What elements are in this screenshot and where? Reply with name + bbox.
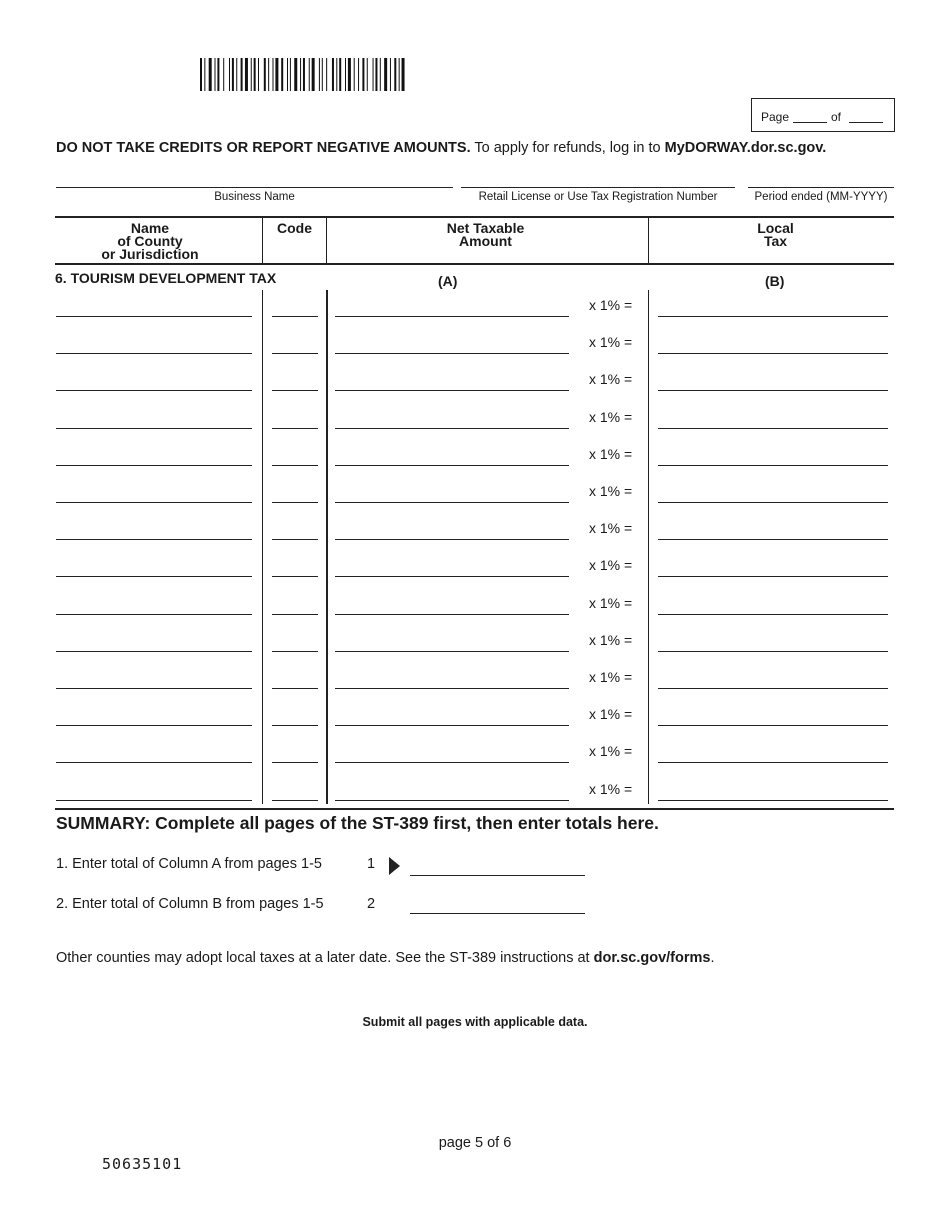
multiplier-label: x 1% =: [589, 446, 633, 462]
county-name-field[interactable]: [56, 353, 252, 354]
section-title: 6. TOURISM DEVELOPMENT TAX: [55, 270, 277, 286]
summary-line-1-number: 1: [367, 856, 376, 872]
local-tax-field[interactable]: [658, 800, 888, 801]
table-header-rule: [55, 263, 894, 265]
barcode-bar: [241, 58, 243, 91]
barcode-bar: [232, 58, 234, 91]
net-taxable-amount-field[interactable]: [335, 614, 569, 615]
barcode-bar: [402, 58, 405, 91]
multiplier-label: x 1% =: [589, 483, 633, 499]
body-divider: [326, 290, 328, 804]
barcode-bar: [312, 58, 315, 91]
net-taxable-amount-field[interactable]: [335, 390, 569, 391]
multiplier-label: x 1% =: [589, 632, 633, 648]
barcode-bar: [348, 58, 351, 91]
barcode-bar: [258, 58, 259, 91]
barcode-bar: [223, 58, 224, 91]
notice-bold: DO NOT TAKE CREDITS OR REPORT NEGATIVE AMOUNTS.: [56, 140, 471, 156]
code-field[interactable]: [272, 762, 318, 763]
barcode-bar: [380, 58, 381, 91]
business-name-label: Business Name: [214, 191, 295, 203]
barcode-bar: [394, 58, 396, 91]
net-taxable-amount-field[interactable]: [335, 800, 569, 801]
barcode-bar: [319, 58, 320, 91]
summary-title: SUMMARY: Complete all pages of the ST-389 first, then enter totals here.: [56, 813, 659, 833]
county-name-field[interactable]: [56, 800, 252, 801]
barcode-bar: [281, 58, 283, 91]
multiplier-label: x 1% =: [589, 595, 633, 611]
barcode-bar: [399, 58, 400, 91]
barcode-bar: [273, 58, 274, 91]
code-field[interactable]: [272, 688, 318, 689]
multiplier-label: x 1% =: [589, 297, 633, 313]
barcode-bar: [300, 58, 301, 91]
code-field[interactable]: [272, 316, 318, 317]
local-tax-field[interactable]: [658, 725, 888, 726]
barcode-bar: [264, 58, 266, 91]
code-field[interactable]: [272, 502, 318, 503]
form-code: 50635101: [102, 1155, 183, 1173]
barcode-bar: [229, 58, 230, 91]
county-name-field[interactable]: [56, 390, 252, 391]
barcode-bar: [345, 58, 346, 91]
page-label: Page: [761, 110, 790, 124]
summary-line-2-label: 2. Enter total of Column B from pages 1-5: [56, 896, 324, 912]
barcode-bar: [322, 58, 323, 91]
column-b-total-field[interactable]: [410, 913, 585, 914]
barcode-bar: [200, 58, 202, 91]
code-field[interactable]: [272, 390, 318, 391]
submit-note: Submit all pages with applicable data.: [362, 1015, 588, 1029]
local-tax-field[interactable]: [658, 762, 888, 763]
page-number-field[interactable]: [793, 122, 827, 123]
barcode-bar: [367, 58, 368, 91]
barcode-bar: [251, 58, 252, 91]
barcode-bar: [217, 58, 219, 91]
summary-line-1-label: 1. Enter total of Column A from pages 1-5: [56, 856, 322, 872]
business-name-field[interactable]: [56, 187, 453, 188]
county-name-field[interactable]: [56, 465, 252, 466]
notice-site: MyDORWAY.dor.sc.gov: [664, 140, 823, 156]
code-field[interactable]: [272, 465, 318, 466]
barcode-bar: [358, 58, 359, 91]
column-header-amount-line: Amount: [459, 233, 512, 249]
footnote-text: Other counties may adopt local taxes at a later date. See the ST-389 instructions at: [56, 950, 594, 966]
column-header-code: Code: [277, 220, 312, 236]
code-field[interactable]: [272, 800, 318, 801]
county-name-field[interactable]: [56, 576, 252, 577]
barcode-bar: [215, 58, 216, 91]
notice-text: [56, 140, 826, 156]
period-field[interactable]: [748, 187, 894, 188]
body-divider: [262, 290, 263, 804]
code-field[interactable]: [272, 428, 318, 429]
multiplier-label: x 1% =: [589, 520, 633, 536]
body-divider: [648, 290, 649, 804]
column-header-amount-line: Net Taxable: [446, 220, 525, 236]
multiplier-label: x 1% =: [589, 743, 633, 759]
local-tax-field[interactable]: [658, 614, 888, 615]
county-name-field[interactable]: [56, 762, 252, 763]
barcode-bar: [287, 58, 288, 91]
table-bottom-rule: [55, 808, 894, 810]
multiplier-label: x 1% =: [589, 557, 633, 573]
local-tax-field[interactable]: [658, 316, 888, 317]
column-header-name-line: of County: [117, 233, 183, 249]
arrow-right-icon: [389, 857, 400, 875]
barcode-bar: [254, 58, 256, 91]
table-top-rule: [55, 216, 894, 218]
multiplier-label: x 1% =: [589, 409, 633, 425]
multiplier-label: x 1% =: [589, 371, 633, 387]
multiplier-label: x 1% =: [589, 706, 633, 722]
column-header-name: [56, 222, 244, 261]
net-taxable-amount-field[interactable]: [335, 688, 569, 689]
barcode-bar: [384, 58, 387, 91]
net-taxable-amount-field[interactable]: [335, 316, 569, 317]
license-number-field[interactable]: [461, 187, 735, 188]
barcode-bar: [268, 58, 269, 91]
net-taxable-amount-field[interactable]: [335, 576, 569, 577]
net-taxable-amount-field[interactable]: [335, 651, 569, 652]
barcode-bar: [236, 58, 237, 91]
column-a-label: (A): [438, 273, 458, 289]
barcode-bar: [354, 58, 355, 91]
page-number: page 5 of 6: [438, 1135, 512, 1151]
code-field[interactable]: [272, 725, 318, 726]
barcode-bar: [390, 58, 391, 91]
barcode-bar: [275, 58, 278, 91]
net-taxable-amount-field[interactable]: [335, 428, 569, 429]
code-field[interactable]: [272, 539, 318, 540]
local-tax-field[interactable]: [658, 390, 888, 391]
barcode-bar: [336, 58, 337, 91]
barcode-bar: [245, 58, 248, 91]
notice-end: .: [822, 140, 827, 156]
barcode-bar: [339, 58, 341, 91]
barcode-bar: [204, 58, 205, 91]
column-a-total-field[interactable]: [410, 875, 585, 876]
column-header-tax: [649, 222, 902, 248]
column-header-name-line: Name: [130, 220, 170, 236]
multiplier-label: x 1% =: [589, 669, 633, 685]
local-tax-field[interactable]: [658, 428, 888, 429]
county-name-field[interactable]: [56, 725, 252, 726]
barcode-bar: [303, 58, 305, 91]
barcode-bar: [373, 58, 374, 91]
footnote: [56, 950, 714, 966]
local-tax-field[interactable]: [658, 539, 888, 540]
page-count-box: [751, 98, 895, 132]
local-tax-field[interactable]: [658, 465, 888, 466]
barcode-bar: [332, 58, 334, 91]
local-tax-field[interactable]: [658, 688, 888, 689]
barcode-bar: [375, 58, 377, 91]
county-name-field[interactable]: [56, 651, 252, 652]
county-name-field[interactable]: [56, 316, 252, 317]
code-field[interactable]: [272, 651, 318, 652]
county-name-field[interactable]: [56, 502, 252, 503]
footnote-end: .: [710, 950, 715, 966]
period-label: Period ended (MM-YYYY): [754, 191, 888, 203]
barcode-bar: [309, 58, 310, 91]
forms-link[interactable]: dor.sc.gov/forms: [593, 950, 711, 966]
code-field[interactable]: [272, 614, 318, 615]
code-field[interactable]: [272, 353, 318, 354]
net-taxable-amount-field[interactable]: [335, 539, 569, 540]
license-number-label: Retail License or Use Tax Registration Number: [478, 191, 718, 203]
barcode-bar: [362, 58, 364, 91]
net-taxable-amount-field[interactable]: [335, 465, 569, 466]
local-tax-field[interactable]: [658, 353, 888, 354]
county-name-field[interactable]: [56, 614, 252, 615]
summary-line-2-number: 2: [367, 896, 376, 912]
column-header-tax-line: Tax: [763, 233, 788, 249]
page-total-field[interactable]: [849, 122, 883, 123]
local-tax-field[interactable]: [658, 502, 888, 503]
barcode-bar: [294, 58, 297, 91]
net-taxable-amount-field[interactable]: [335, 762, 569, 763]
net-taxable-amount-field[interactable]: [335, 502, 569, 503]
multiplier-label: x 1% =: [589, 781, 633, 797]
column-b-label: (B): [765, 273, 785, 289]
county-name-field[interactable]: [56, 688, 252, 689]
notice-body: To apply for refunds, log in to: [470, 140, 665, 156]
county-name-field[interactable]: [56, 539, 252, 540]
local-tax-field[interactable]: [658, 576, 888, 577]
local-tax-field[interactable]: [658, 651, 888, 652]
net-taxable-amount-field[interactable]: [335, 725, 569, 726]
code-field[interactable]: [272, 576, 318, 577]
barcode-bar: [290, 58, 291, 91]
barcode-bar: [209, 58, 212, 91]
net-taxable-amount-field[interactable]: [335, 353, 569, 354]
of-label: of: [831, 110, 842, 124]
barcode-bar: [326, 58, 327, 91]
column-header-amount: [327, 222, 644, 248]
county-name-field[interactable]: [56, 428, 252, 429]
column-header-name-line: or Jurisdiction: [101, 246, 199, 262]
multiplier-label: x 1% =: [589, 334, 633, 350]
column-header-tax-line: Local: [757, 220, 794, 236]
barcode-image: [200, 58, 468, 91]
